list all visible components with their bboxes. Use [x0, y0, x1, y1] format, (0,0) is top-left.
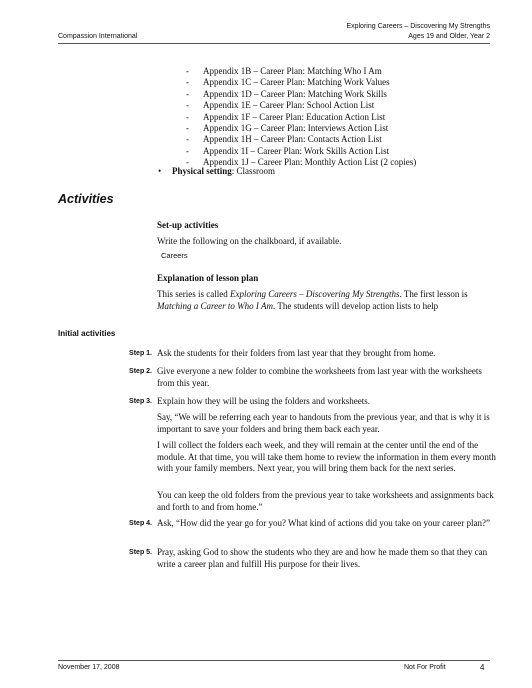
step-paragraph: Say, “We will be referring each year to handouts from the previous year, and that is why it is important to save your folders and bring them back each year.: [157, 412, 490, 434]
bullet-icon: •: [158, 166, 162, 176]
step-paragraph: I will collect the folders each week, and they will remain at the center until the end of the module. At that time, you will take them home to review the information in them every month with your family members. Next year, you will bring them back for the next series.: [157, 440, 496, 473]
header-document-title: [346, 22, 490, 41]
setup-heading: Set-up activities: [157, 220, 219, 230]
step-paragraph: You can keep the old folders from the previous year to take worksheets and assignments back and forth to and from home.”: [157, 490, 494, 512]
initial-activities-heading: Initial activities: [58, 329, 116, 338]
list-item: - Appendix 1D – Career Plan: Matching Work Skills: [186, 88, 387, 99]
step-label: Step 3.: [129, 398, 152, 405]
setup-text: Write the following on the chalkboard, if available.: [157, 236, 342, 246]
footer-date: November 17, 2008: [58, 664, 120, 671]
header-title-line2: Ages 19 and Older, Year 2: [408, 32, 490, 40]
footer-note: Not For Profit: [404, 664, 446, 671]
list-item: - Appendix 1B – Career Plan: Matching Who I Am: [186, 66, 382, 76]
physical-setting-label: Physical setting: [172, 166, 232, 176]
step-text: Explain how they will be using the folders and worksheets.: [157, 396, 370, 406]
step-label: Step 4.: [129, 520, 152, 527]
activities-heading: Activities: [58, 192, 114, 206]
step-label: Step 2.: [129, 368, 152, 375]
explanation-text: This series is called Exploring Careers – Discovering My Strengths. The first lesson is Matching a Career to Who I Am. The students will develop action lists to help: [157, 289, 468, 311]
physical-setting-value: : Classroom: [231, 166, 276, 176]
footer-rule: [58, 660, 490, 661]
physical-setting: [158, 166, 275, 176]
header-title-line1: Exploring Careers – Discovering My Strengths: [346, 23, 490, 30]
lesson-title: Matching a Career to Who I Am: [157, 300, 273, 311]
page-number: 4: [480, 663, 485, 672]
list-item: - Appendix 1H – Career Plan: Contacts Action List: [186, 134, 382, 145]
list-item: - Appendix 1C – Career Plan: Matching Work Values: [186, 77, 390, 88]
header-organization: Compassion International: [58, 33, 138, 40]
series-title: Exploring Careers – Discovering My Strengths: [229, 289, 400, 299]
step-label: Step 1.: [129, 350, 152, 357]
step-label: Step 5.: [129, 549, 152, 556]
list-item: - Appendix 1G – Career Plan: Interviews Action List: [186, 123, 389, 134]
step-text: Ask the students for their folders from last year that they brought from home.: [157, 348, 436, 358]
appendix-list: [186, 66, 416, 169]
list-item: - Appendix 1J – Career Plan: Monthly Action List (2 copies): [186, 157, 417, 168]
step-text: Pray, asking God to show the students who they are and how he made them so that they can write a career plan and fulfill His purpose for their lives.: [157, 547, 488, 569]
step-text: Ask, “How did the year go for you? What kind of actions did you take on your career plan?”: [157, 518, 490, 528]
list-item: - Appendix 1E – Career Plan: School Action List: [186, 100, 375, 111]
step-text: Give everyone a new folder to combine the worksheets from last year with the worksheets from this year.: [157, 366, 482, 388]
header-rule: [58, 43, 490, 44]
list-item: - Appendix 1F – Career Plan: Education Action List: [186, 111, 386, 122]
list-item: - Appendix 1I – Career Plan: Work Skills Action List: [186, 145, 390, 156]
chalkboard-word: Careers: [161, 251, 188, 260]
explanation-heading: Explanation of lesson plan: [157, 273, 259, 283]
